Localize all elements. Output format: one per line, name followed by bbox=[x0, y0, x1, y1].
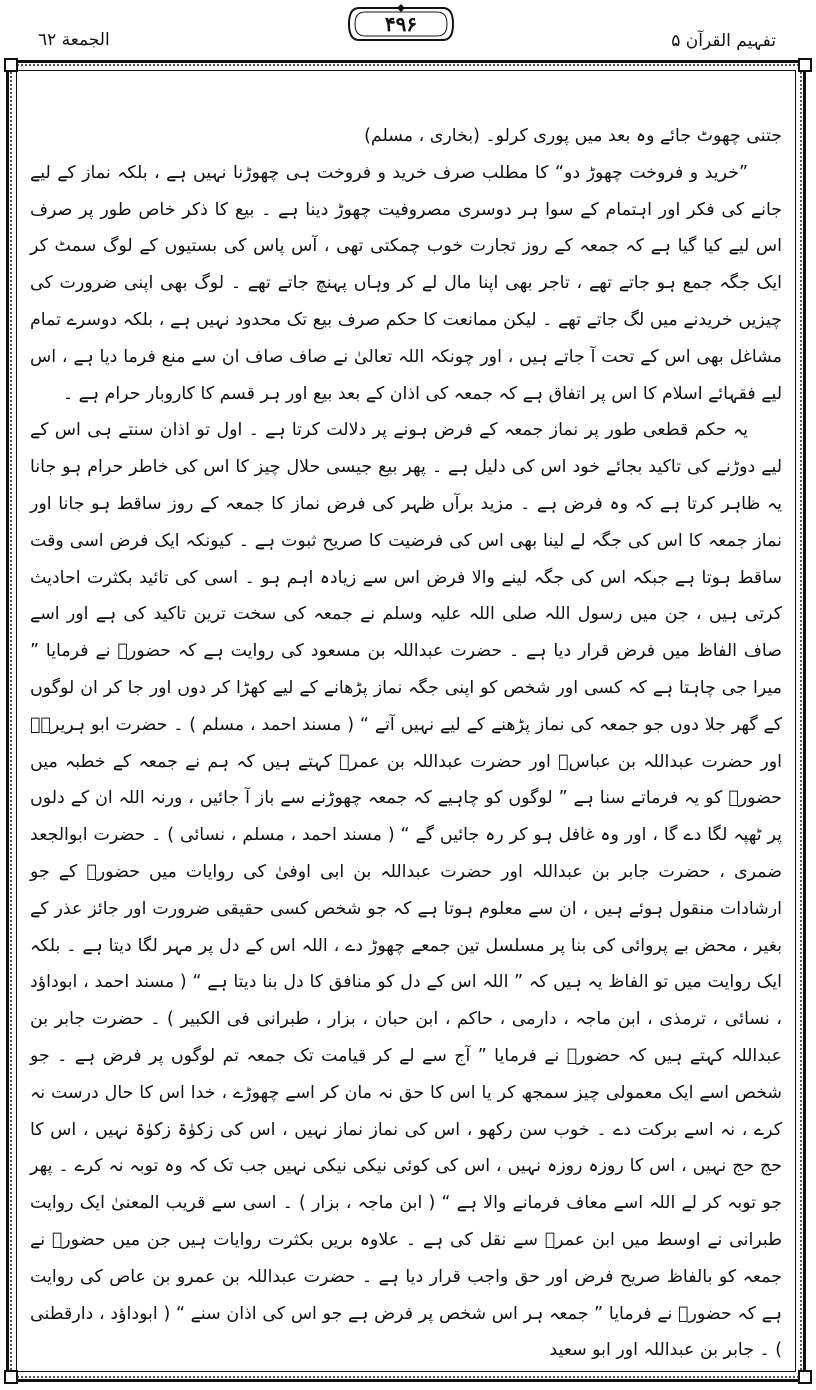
paragraph: جتنی چھوٹ جائے وہ بعد میں پوری کرلو۔ (بخاری ، مسلم) bbox=[364, 126, 782, 146]
page-number-badge bbox=[345, 4, 457, 44]
page-number: ۴۹۶ bbox=[384, 12, 418, 36]
paragraph: ”خرید و فروخت چھوڑ دو“ کا مطلب صرف خرید و فروخت ہی چھوڑنا نہیں ہے ، بلکہ نماز کے لیے جانے کی فکر اور اہتمام کے سوا ہر دوسری مصروفیت چھوڑ دینا ہے ۔ بیع کا ذکر خاص طور پر صرف اس لیے کیا گیا ہے کہ جمعہ کے روز تجارت خوب چمکتی تھی ، آس پاس کی بستیوں کے لوگ سمٹ کر ایک جگہ جمع ہو جاتے تھے ، تاجر بھی اپنا مال لے کر وہاں پہنچ جاتے تھے ۔ لوگ بھی اپنی ضرورت کی چیزیں خریدنے میں لگ جاتے تھے ۔ لیکن ممانعت کا حکم صرف بیع تک محدود نہیں ہے ، بلکہ دوسرے تمام مشاغل بھی اس کے تحت آ جاتے ہیں ، اور چونکہ اللہ تعالیٰ نے صاف صاف ان سے منع فرما دیا ہے ، اس لیے فقہائے اسلام کا اس پر اتفاق ہے کہ جمعہ کی اذان کے بعد بیع اور ہر قسم کا کاروبار حرام ہے ۔ bbox=[30, 162, 782, 404]
corner-ornament-icon bbox=[4, 58, 18, 72]
paragraph: یہ حکم قطعی طور پر نماز جمعہ کے فرض ہونے پر دلالت کرتا ہے ۔ اول تو اذان سنتے ہی اس کے لیے دوڑنے کی تاکید بجائے خود اس کی دلیل ہے ۔ پھر بیع جیسی حلال چیز کا اس کی خاطر حرام ہو جانا یہ ظاہر کرتا ہے کہ وہ فرض ہے ۔ مزید برآں ظہر کی فرض نماز کا جمعہ کے روز ساقط ہو جانا اور نماز جمعہ کا اس کی جگہ لے لینا بھی اس کی فرضیت کا صریح ثبوت ہے ۔ کیونکہ ایک فرض اسی وقت ساقط ہوتا ہے جبکہ اس کی جگہ لینے والا فرض اس سے زیادہ اہم ہو ۔ اسی کی تائید بکثرت احادیث کرتی ہیں ، جن میں رسول اللہ صلی اللہ علیہ وسلم نے جمعہ کی سخت ترین تاکید کی ہے اور اسے صاف الفاظ میں فرض قرار دیا ہے ۔ حضرت عبداللہ بن مسعود کی روایت ہے کہ حضورؐ نے فرمایا ” میرا جی چاہتا ہے کہ کسی اور شخص کو اپنی جگہ نماز پڑھانے کے لیے کھڑا کر دوں اور جا کر ان لوگوں کے گھر جلا دوں جو جمعہ کی نماز پڑھنے کے لیے نہیں آتے “ ( مسند احمد ، مسلم ) ۔ حضرت ابو ہریرہؓ اور حضرت عبداللہ بن عباسؓ اور حضرت عبداللہ بن عمرؓ کہتے ہیں کہ ہم نے جمعہ کے خطبہ میں حضورؐ کو یہ فرماتے سنا ہے ” لوگوں کو چاہیے کہ جمعہ چھوڑنے سے باز آ جائیں ، ورنہ اللہ ان کے دلوں پر ٹھپہ لگا دے گا ، اور وہ غافل ہو کر رہ جائیں گے “ ( مسند احمد ، مسلم ، نسائی ) ۔ حضرت ابوالجعد ضمری ، حضرت جابر بن عبداللہ اور حضرت عبداللہ بن ابی اوفیٰ کی روایات میں حضورؐ کے جو ارشادات منقول ہوئے ہیں ، ان سے معلوم ہوتا ہے کہ جو شخص کسی حقیقی ضرورت اور جائز عذر کے بغیر ، محض بے پروائی کی بنا پر مسلسل تین جمعے چھوڑ دے ، اللہ اس کے دل پر مہر لگا دیتا ہے ۔ بلکہ ایک روایت میں تو الفاظ یہ ہیں کہ ” اللہ اس کے دل کو منافق کا دل بنا دیتا ہے “ ( مسند احمد ، ابوداؤد ، نسائی ، ترمذی ، ابن ماجہ ، دارمی ، حاکم ، ابن حبان ، بزار ، طبرانی فی الکبیر ) ۔ حضرت جابر بن عبداللہ کہتے ہیں کہ حضورؐ نے فرمایا ” آج سے لے کر قیامت تک جمعہ تم لوگوں پر فرض ہے ۔ جو شخص اسے ایک معمولی چیز سمجھ کر یا اس کا حق نہ مان کر اسے چھوڑے ، خدا اس کا حال درست نہ کرے ، نہ اسے برکت دے ۔ خوب سن رکھو ، اس کی نماز نماز نہیں ، اس کی زکوٰۃ زکوٰۃ نہیں ، اس کا حج حج نہیں ، اس کا روزہ روزہ نہیں ، اس کی کوئی نیکی نیکی نہیں جب تک کہ وہ توبہ نہ کرے ۔ پھر جو توبہ کر لے اللہ اسے معاف فرمانے والا ہے “ ( ابن ماجہ ، بزار ) ۔ اسی سے قریب المعنیٰ ایک روایت طبرانی نے اوسط میں ابن عمرؓ سے نقل کی ہے ۔ علاوہ بریں بکثرت روایات ہیں جن میں حضورؐ نے جمعہ کو بالفاظ صریح فرض اور حق واجب قرار دیا ہے ۔ حضرت عبداللہ بن عمرو بن عاص کی روایت ہے کہ حضورؐ نے فرمایا ” جمعہ ہر اس شخص پر فرض ہے جو اس کی اذان سنے “ ( ابوداؤد ، دارقطنی ) ۔ جابر بن عبداللہ اور ابو سعید bbox=[30, 420, 782, 1361]
surah-running-head: الجمعة ٦٢ bbox=[38, 30, 110, 50]
commentary-body bbox=[30, 118, 782, 1369]
corner-ornament-icon bbox=[798, 58, 812, 72]
corner-ornament-icon bbox=[798, 1370, 812, 1384]
corner-ornament-icon bbox=[4, 1370, 18, 1384]
page-header bbox=[0, 0, 816, 60]
book-running-head: تفہیم القرآن ۵ bbox=[671, 31, 776, 51]
